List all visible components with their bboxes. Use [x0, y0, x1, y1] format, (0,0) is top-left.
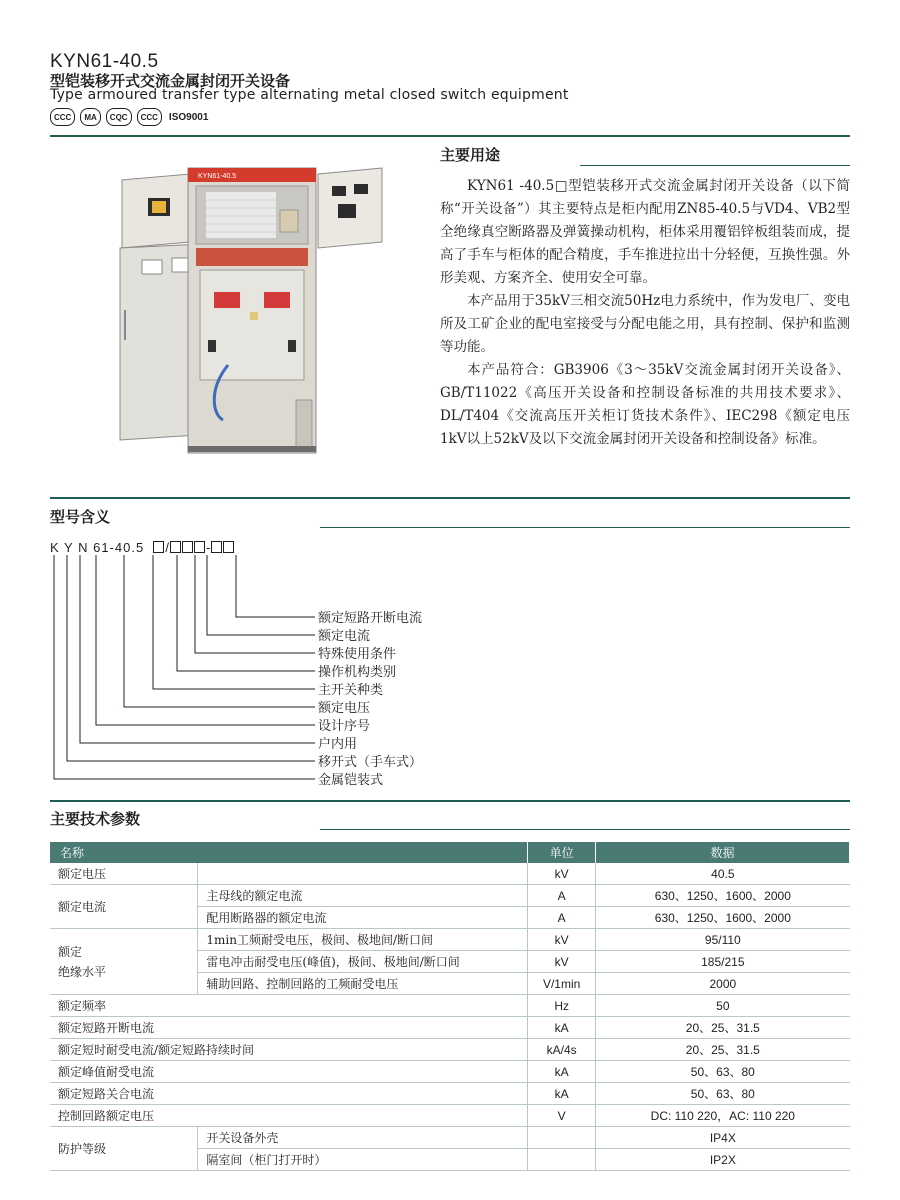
row-sub: 雷电冲击耐受电压(峰值)，极间、极地间/断口间	[198, 951, 528, 973]
product-photo	[118, 160, 408, 460]
row-unit: kA	[528, 1083, 596, 1105]
table-row	[50, 995, 850, 1017]
specs-table	[50, 842, 850, 1171]
table-row	[50, 863, 850, 885]
cqc-mark-icon: CQC	[106, 108, 132, 126]
row-value: 40.5	[596, 863, 850, 885]
top-divider	[50, 135, 850, 137]
table-row	[50, 1127, 850, 1149]
model-meaning-divider	[50, 497, 850, 499]
model-meaning-heading-rule	[320, 527, 850, 528]
table-header-row	[50, 842, 850, 863]
table-row	[50, 1017, 850, 1039]
row-unit: V	[528, 1105, 596, 1127]
row-name: 额定短路开断电流	[50, 1017, 528, 1039]
meaning-label: 金属铠装式	[318, 773, 384, 788]
model-code-prefix: K Y N 61-40.5	[50, 540, 145, 555]
table-row	[50, 929, 850, 951]
meaning-label: 操作机构类别	[318, 665, 397, 680]
column-header-value: 数据	[596, 842, 850, 863]
meaning-label: 主开关种类	[318, 683, 384, 698]
row-sub: 配用断路器的额定电流	[198, 907, 528, 929]
row-unit: kV	[528, 929, 596, 951]
row-unit: kV	[528, 863, 596, 885]
row-value: 630、1250、1600、2000	[596, 885, 850, 907]
column-header-name: 名称	[50, 842, 528, 863]
row-name: 额定 绝缘水平	[50, 929, 198, 995]
meaning-label: 设计序号	[318, 719, 371, 734]
table-row	[50, 1105, 850, 1127]
table-row	[50, 1061, 850, 1083]
model-code: K Y N 61-40.5 / -	[50, 540, 235, 555]
meaning-label: 额定电流	[318, 629, 371, 644]
row-value: 95/110	[596, 929, 850, 951]
row-sub: 开关设备外壳	[198, 1127, 528, 1149]
row-unit	[528, 1127, 596, 1149]
specs-heading-rule	[320, 829, 850, 830]
row-value: 630、1250、1600、2000	[596, 907, 850, 929]
row-name: 额定频率	[50, 995, 528, 1017]
meaning-label: 额定短路开断电流	[318, 611, 423, 626]
specs-heading: 主要技术参数	[50, 810, 141, 828]
certification-marks	[50, 108, 208, 126]
cma-mark-icon: MA	[80, 108, 100, 126]
meaning-label: 移开式（手车式）	[318, 755, 423, 770]
row-value: 50	[596, 995, 850, 1017]
usage-paragraph: 本产品符合：GB3906《3～35kV交流金属封闭开关设备》、GB/T11022《高压开关设备和控制设备标准的共用技术要求》、DL/T404《交流高压开关柜订货技术条件》、IEC298《额定电压1kV以上52kV及以下交流金属封闭开关设备和控制设备》标准。	[440, 362, 850, 447]
meaning-label: 户内用	[318, 737, 358, 752]
model-meaning-heading: 型号含义	[50, 508, 111, 526]
product-model: KYN61-40.5	[50, 51, 159, 72]
row-unit: A	[528, 885, 596, 907]
row-name: 防护等级	[50, 1127, 198, 1171]
row-name: 控制回路额定电压	[50, 1105, 528, 1127]
row-name: 额定电压	[50, 863, 198, 885]
row-unit: kA/4s	[528, 1039, 596, 1061]
row-sub	[198, 863, 528, 885]
row-value: 2000	[596, 973, 850, 995]
ccc-mark-icon: CCC	[50, 108, 75, 126]
row-name: 额定短时耐受电流/额定短路持续时间	[50, 1039, 528, 1061]
product-title-cn: 型铠装移开式交流金属封闭开关设备	[50, 72, 291, 90]
row-unit: V/1min	[528, 973, 596, 995]
usage-text	[440, 175, 850, 451]
ccc-round-mark-icon: CCC	[137, 108, 162, 126]
iso9001-mark: ISO9001	[168, 111, 209, 123]
row-value: 185/215	[596, 951, 850, 973]
row-unit: kA	[528, 1017, 596, 1039]
specs-divider	[50, 800, 850, 802]
model-code-leader-lines	[50, 555, 320, 795]
row-unit: A	[528, 907, 596, 929]
row-value: IP2X	[596, 1149, 850, 1171]
usage-paragraph: 本产品用于35kV三相交流50Hz电力系统中，作为发电厂、变电所及工矿企业的配电室接受与分配电能之用，具有控制、保护和监测等功能。	[440, 293, 850, 355]
row-value: 20、25、31.5	[596, 1017, 850, 1039]
row-sub: 1min工频耐受电压，极间、极地间/断口间	[198, 929, 528, 951]
table-row	[50, 1039, 850, 1061]
usage-heading: 主要用途	[440, 146, 501, 164]
row-unit: kV	[528, 951, 596, 973]
usage-heading-rule	[580, 165, 850, 166]
row-sub: 辅助回路、控制回路的工频耐受电压	[198, 973, 528, 995]
row-name: 额定电流	[50, 885, 198, 929]
table-row	[50, 885, 850, 907]
row-value: DC: 110 220，AC: 110 220	[596, 1105, 850, 1127]
row-value: 50、63、80	[596, 1061, 850, 1083]
row-value: 50、63、80	[596, 1083, 850, 1105]
column-header-unit: 单位	[528, 842, 596, 863]
table-row	[50, 1083, 850, 1105]
row-name: 额定短路关合电流	[50, 1083, 528, 1105]
meaning-label: 特殊使用条件	[318, 647, 397, 662]
row-unit	[528, 1149, 596, 1171]
panel-label: KYN61-40.5	[198, 173, 237, 180]
row-name: 额定峰值耐受电流	[50, 1061, 528, 1083]
row-unit: Hz	[528, 995, 596, 1017]
row-value: IP4X	[596, 1127, 850, 1149]
row-sub: 主母线的额定电流	[198, 885, 528, 907]
product-title-en: Type armoured transfer type alternating metal closed switch equipment	[50, 87, 569, 103]
usage-paragraph: KYN61 -40.5□型铠装移开式交流金属封闭开关设备（以下简称“开关设备”）其主要特点是柜内配用ZN85-40.5与VD4、VB2型全绝缘真空断路器及弹簧操动机构，柜体采用覆铝锌板组装而成，提高了手车与柜体的配合精度，手车推进拉出十分轻便，互换性强。外形美观、方案齐全、使用安全可靠。	[440, 178, 850, 286]
row-unit: kA	[528, 1061, 596, 1083]
row-value: 20、25、31.5	[596, 1039, 850, 1061]
meaning-label: 额定电压	[318, 701, 371, 716]
row-sub: 隔室间（柜门打开时）	[198, 1149, 528, 1171]
